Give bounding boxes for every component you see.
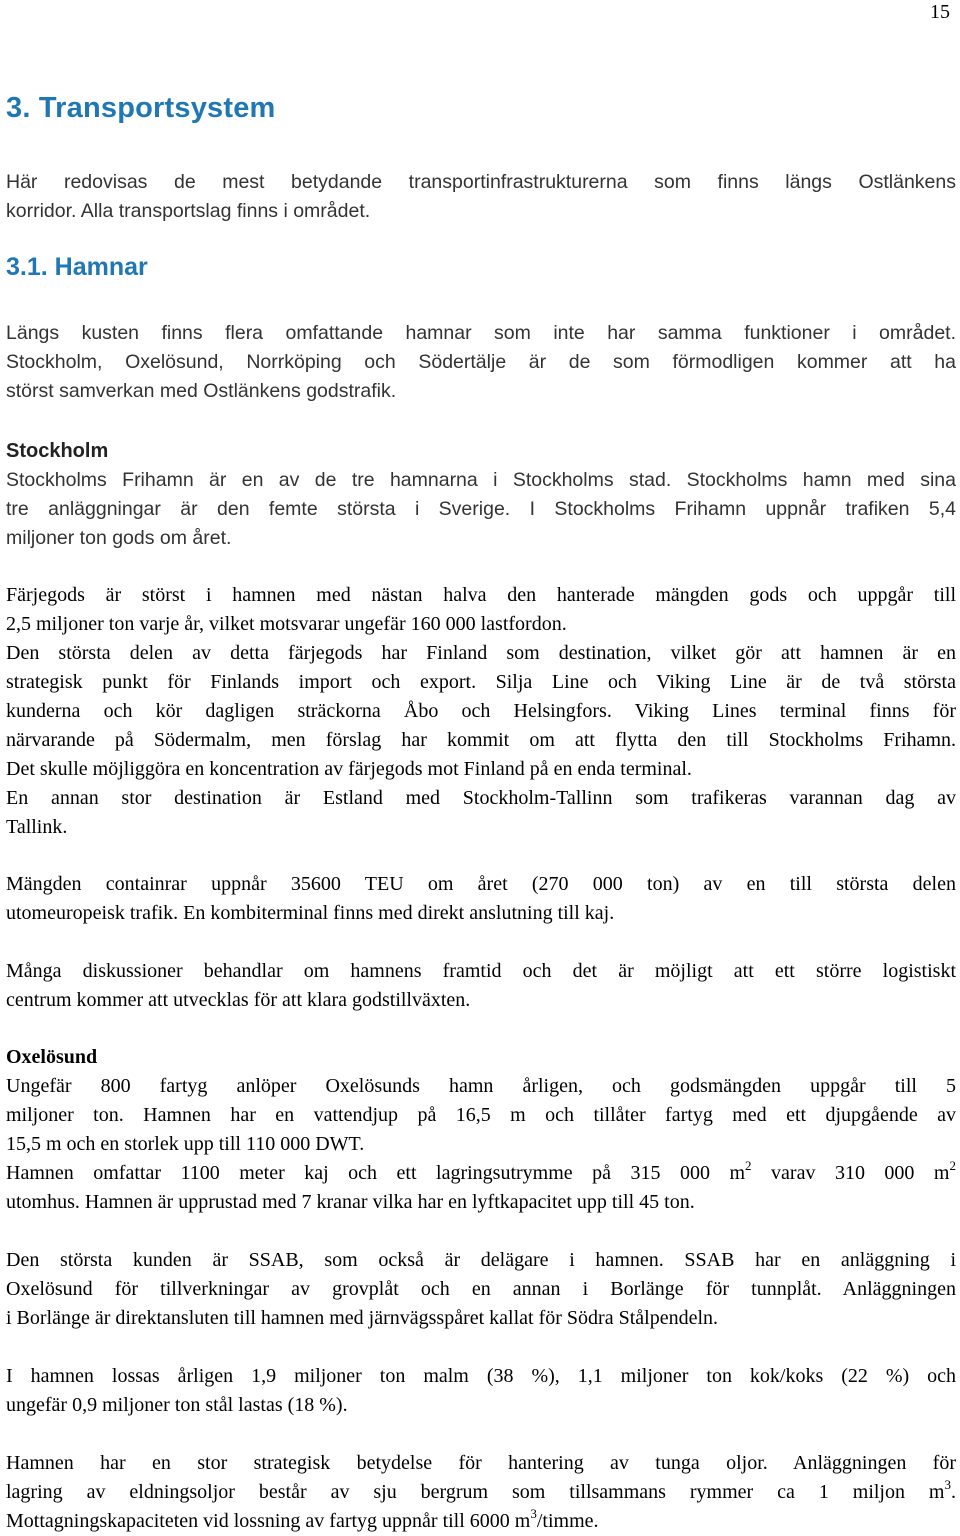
text-line: miljoner ton. Hamnen har en vattendjup på 16,5 m och tillåter fartyg med ett djupgående av	[6, 1104, 956, 1126]
text-line	[6, 1507, 956, 1536]
superscript: 2	[745, 1158, 752, 1173]
text-line: En annan stor destination är Estland med Stockholm-Tallinn som trafikeras varannan dag av	[6, 787, 956, 809]
text-line: korridor. Alla transportslag finns i området.	[6, 200, 371, 222]
intro-paragraph	[6, 168, 956, 226]
section-heading: 3. Transportsystem	[6, 92, 276, 124]
superscript: 2	[949, 1158, 956, 1173]
text-line: strategisk punkt för Finlands import och export. Silja Line och Viking Line är de två största	[6, 671, 956, 693]
oxelosund-oil-paragraph	[6, 1449, 956, 1536]
stockholm-future-paragraph	[6, 957, 956, 1015]
text-line: Många diskussioner behandlar om hamnens framtid och det är möjligt att ett större logistiskt	[6, 960, 956, 982]
text-line: utomhus. Hamnen är upprustad med 7 kranar vilka har en lyftkapacitet upp till 45 ton.	[6, 1191, 695, 1213]
text-line: Oxelösund för tillverkningar av grovplåt och en annan i Borlänge för tunnplåt. Anläggningen	[6, 1278, 956, 1300]
text-segment: Mottagningskapaciteten vid lossning av fartyg uppnår till 6000 m	[6, 1510, 531, 1532]
text-line: Den största delen av detta färjegods har Finland som destination, vilket gör att hamnen är en	[6, 642, 956, 664]
text-segment: Hamnen omfattar 1100 meter kaj och ett lagringsutrymme på 315 000 m	[6, 1162, 746, 1184]
stockholm-section	[6, 437, 956, 553]
text-line: Tallink.	[6, 816, 68, 838]
text-line: ungefär 0,9 miljoner ton stål lastas (18 %).	[6, 1394, 348, 1416]
text-line	[6, 1159, 956, 1188]
text-line: 2,5 miljoner ton varje år, vilket motsvarar ungefär 160 000 lastfordon.	[6, 613, 567, 635]
text-segment: .	[951, 1481, 956, 1503]
oxelosund-section	[6, 1043, 956, 1217]
text-line: miljoner ton gods om året.	[6, 527, 232, 549]
text-line: störst samverkan med Ostlänkens godstrafik.	[6, 380, 397, 402]
text-segment: lagring av eldningsoljor består av sju bergrum som tillsammans rymmer ca 1 miljon m	[6, 1481, 945, 1503]
superscript: 3	[944, 1477, 951, 1492]
text-line: Här redovisas de mest betydande transportinfrastrukturerna som finns längs Ostlänkens	[6, 171, 956, 193]
text-line: Det skulle möjliggöra en koncentration av färjegods mot Finland på en enda terminal.	[6, 758, 692, 780]
text-segment: /timme.	[536, 1510, 599, 1532]
text-line: Stockholm, Oxelösund, Norrköping och Södertälje är de som förmodligen kommer att ha	[6, 351, 956, 373]
hamnar-paragraph	[6, 319, 956, 406]
subsection-heading: 3.1. Hamnar	[6, 253, 148, 281]
text-line: närvarande på Södermalm, men förslag har kommit om att flytta den till Stockholms Frihamn.	[6, 729, 956, 751]
text-line: i Borlänge är direktansluten till hamnen med järnvägsspåret kallat för Södra Stålpendeln.	[6, 1307, 719, 1329]
text-line: I hamnen lossas årligen 1,9 miljoner ton malm (38 %), 1,1 miljoner ton kok/koks (22 %) och	[6, 1365, 956, 1387]
oxelosund-ssab-paragraph	[6, 1246, 956, 1333]
text-line: kunderna och kör dagligen sträckorna Åbo och Helsingfors. Viking Lines terminal finns för	[6, 700, 956, 722]
text-line: Den största kunden är SSAB, som också är delägare i hamnen. SSAB har en anläggning i	[6, 1249, 956, 1271]
stockholm-container-paragraph	[6, 870, 956, 928]
text-line: Längs kusten finns flera omfattande hamnar som inte har samma funktioner i området.	[6, 322, 956, 344]
text-line: Mängden containrar uppnår 35600 TEU om året (270 000 ton) av en till största delen	[6, 873, 956, 895]
text-line: 15,5 m och en storlek upp till 110 000 DWT.	[6, 1133, 365, 1155]
oxelosund-volume-paragraph	[6, 1362, 956, 1420]
text-line	[6, 1478, 956, 1507]
text-line: utomeuropeisk trafik. En kombiterminal finns med direkt anslutning till kaj.	[6, 902, 615, 924]
text-line: centrum kommer att utvecklas för att klara godstillväxten.	[6, 989, 471, 1011]
stockholm-heading: Stockholm	[6, 440, 109, 462]
oxelosund-heading: Oxelösund	[6, 1046, 98, 1068]
page-number: 15	[930, 1, 950, 23]
text-line: Hamnen har en stor strategisk betydelse för hantering av tunga oljor. Anläggningen för	[6, 1452, 956, 1474]
text-line: Stockholms Frihamn är en av de tre hamnarna i Stockholms stad. Stockholms hamn med sina	[6, 469, 956, 491]
superscript: 3	[530, 1506, 537, 1521]
stockholm-ferry-paragraph	[6, 581, 956, 842]
text-segment: varav 310 000 m	[751, 1162, 950, 1184]
text-line: Ungefär 800 fartyg anlöper Oxelösunds hamn årligen, och godsmängden uppgår till 5	[6, 1075, 956, 1097]
text-line: tre anläggningar är den femte största i Sverige. I Stockholms Frihamn uppnår trafiken 5,4	[6, 498, 956, 520]
text-line: Färjegods är störst i hamnen med nästan halva den hanterade mängden gods och uppgår till	[6, 584, 956, 606]
